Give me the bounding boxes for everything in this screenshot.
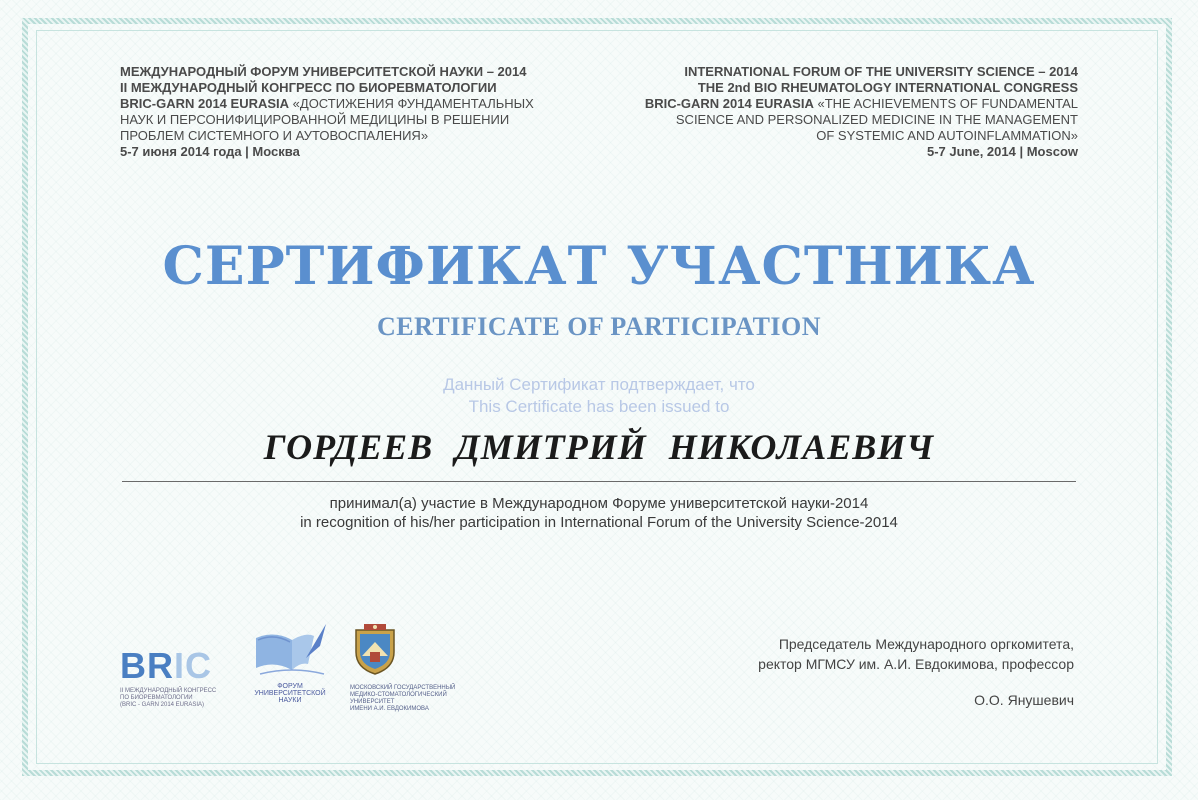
bric-logo-word-dark: BR <box>120 645 174 686</box>
mgmsu-logo <box>350 622 490 713</box>
bric-caption-3: (BRIC - GARN 2014 EURASIA) <box>120 702 205 708</box>
header-ru-line3-rest: «ДОСТИЖЕНИЯ ФУНДАМЕНТАЛЬНЫХ <box>289 96 534 111</box>
header-en-line4: SCIENCE AND PERSONALIZED MEDICINE IN THE MANAGEMENT <box>675 112 1078 127</box>
mgmsu-caption-4: ИМЕНИ А.И. ЕВДОКИМОВА <box>350 706 429 712</box>
university-crest-icon <box>350 622 400 676</box>
recognition-text <box>0 494 1198 532</box>
mgmsu-caption-3: УНИВЕРСИТЕТ <box>350 699 395 705</box>
bric-caption-1: II МЕЖДУНАРОДНЫЙ КОНГРЕСС <box>120 688 217 694</box>
recognition-english: in recognition of his/her participation in International Forum of the University Science-2014 <box>300 514 898 531</box>
issued-to-text <box>0 374 1198 418</box>
issued-to-russian: Данный Сертификат подтверждает, что <box>443 375 755 394</box>
header-en-line2: THE 2nd BIO RHEUMATOLOGY INTERNATIONAL CONGRESS <box>697 80 1078 95</box>
header-en-line5: OF SYSTEMIC AND AUTOINFLAMMATION» <box>816 128 1078 143</box>
issued-to-english: This Certificate has been issued to <box>468 397 730 416</box>
bric-logo <box>120 645 230 709</box>
certificate-title-english: CERTIFICATE OF PARTICIPATION <box>376 312 822 341</box>
header-en-line3-bold: BRIC-GARN 2014 EURASIA <box>644 96 814 111</box>
book-quill-icon <box>248 618 332 676</box>
certificate-title-russian: СЕРТИФИКАТ УЧАСТНИКА <box>162 236 1036 297</box>
forum-caption-3: НАУКИ <box>278 697 302 704</box>
name-underline <box>122 481 1076 482</box>
header-ru-date: 5-7 июня 2014 года | Москва <box>120 144 300 159</box>
header-ru-line1: МЕЖДУНАРОДНЫЙ ФОРУМ УНИВЕРСИТЕТСКОЙ НАУКИ – 2014 <box>120 64 527 79</box>
bric-caption-2: ПО БИОРЕВМАТОЛОГИИ <box>120 695 193 701</box>
recipient-name: ГОРДЕЕВ ДМИТРИЙ НИКОЛАЕВИЧ <box>263 427 935 467</box>
header-en-date: 5-7 June, 2014 | Moscow <box>926 144 1078 159</box>
recognition-russian: принимал(а) участие в Международном Форуме университетской науки-2014 <box>329 495 869 512</box>
header-en-line3-rest: «THE ACHIEVEMENTS OF FUNDAMENTAL <box>813 96 1078 111</box>
header-ru-line4: НАУК И ПЕРСОНИФИЦИРОВАННОЙ МЕДИЦИНЫ В РЕШЕНИИ <box>120 112 510 127</box>
bric-logo-word-light: IC <box>174 645 212 686</box>
header-ru-line2: II МЕЖДУНАРОДНЫЙ КОНГРЕСС ПО БИОРЕВМАТОЛОГИИ <box>120 80 497 95</box>
header-ru-line5: ПРОБЛЕМ СИСТЕМНОГО И АУТОВОСПАЛЕНИЯ» <box>120 128 429 143</box>
mgmsu-caption-1: МОСКОВСКИЙ ГОСУДАРСТВЕННЫЙ <box>350 685 456 691</box>
chairman-block <box>654 634 1074 674</box>
header-russian <box>120 64 580 160</box>
chairman-title-1: Председатель Международного оргкомитета, <box>778 636 1074 652</box>
mgmsu-caption-2: МЕДИКО-СТОМАТОЛОГИЧЕСКИЙ <box>350 692 447 698</box>
header-english <box>618 64 1078 160</box>
forum-caption-1: ФОРУМ <box>277 683 303 690</box>
forum-logo <box>248 618 332 704</box>
chairman-title-2: ректор МГМСУ им. А.И. Евдокимова, профессор <box>758 656 1074 672</box>
header-en-line1: INTERNATIONAL FORUM OF THE UNIVERSITY SCIENCE – 2014 <box>684 64 1078 79</box>
forum-caption-2: УНИВЕРСИТЕТСКОЙ <box>254 690 326 697</box>
header-ru-line3-bold: BRIC-GARN 2014 EURASIA <box>120 96 290 111</box>
signer-name: О.О. Янушевич <box>974 692 1074 708</box>
